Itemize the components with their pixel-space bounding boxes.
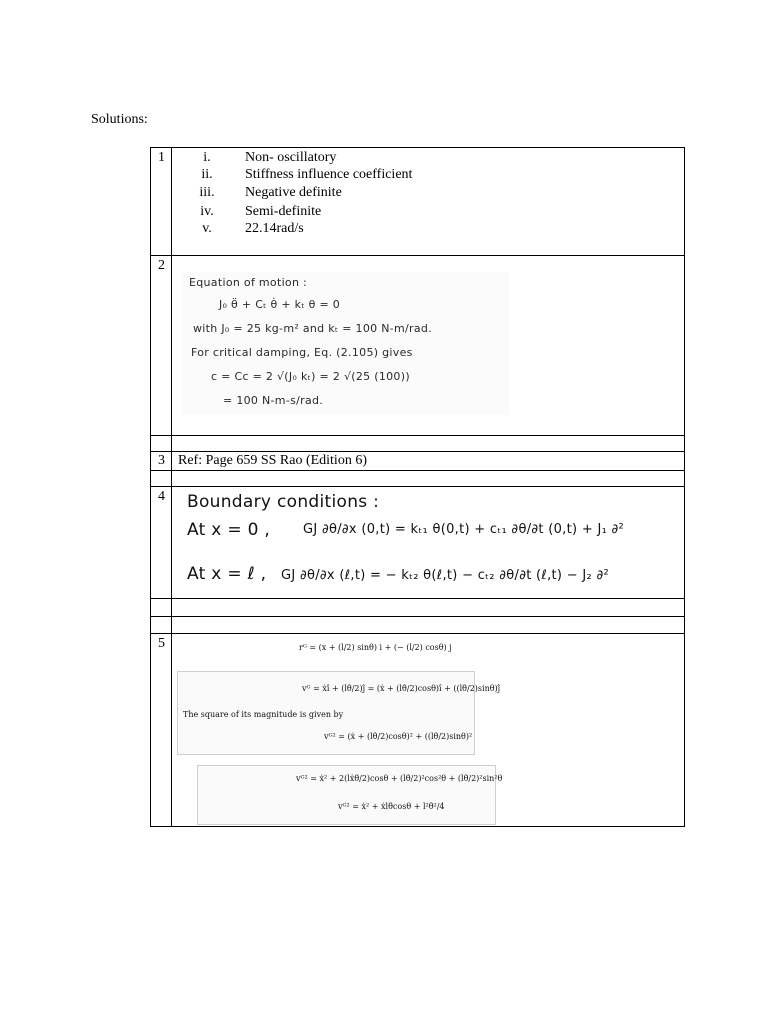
handwritten-equation: GJ ∂θ/∂x (ℓ,t) = − kₜ₂ θ(ℓ,t) − cₜ₂ ∂θ/∂t (ℓ,t) − J₂ ∂²	[281, 568, 609, 583]
explanation-text: The square of its magnitude is given by	[183, 710, 344, 719]
question-number: 3	[158, 453, 165, 468]
row-divider	[151, 255, 684, 256]
roman-numeral: iv.	[200, 204, 214, 219]
column-separator	[171, 148, 172, 826]
handwritten-label: At x = 0 ,	[187, 520, 271, 540]
handwritten-line: = 100 N-m-s/rad.	[223, 394, 324, 407]
question-number: 4	[158, 489, 165, 504]
answer-text: 22.14rad/s	[245, 221, 304, 236]
handwritten-solution-image	[183, 272, 509, 415]
equation: vᴳ² = ẋ² + ẋlθ̇cosθ + l²θ̇²/4	[338, 802, 445, 811]
question-number: 2	[158, 258, 165, 273]
handwritten-line: c = Cᴄ = 2 √(J₀ kₜ) = 2 √(25 (100))	[211, 370, 410, 383]
boundary-conditions-image	[181, 488, 686, 596]
row-divider	[151, 470, 684, 471]
roman-numeral: i.	[203, 150, 211, 165]
answer-text: Non- oscillatory	[245, 150, 337, 165]
row-divider	[151, 616, 684, 617]
handwritten-line: Equation of motion :	[189, 276, 308, 289]
roman-numeral: ii.	[201, 167, 213, 182]
row-divider	[151, 486, 684, 487]
handwritten-equation: GJ ∂θ/∂x (0,t) = kₜ₁ θ(0,t) + cₜ₁ ∂θ/∂t (0,t) + J₁ ∂²	[303, 522, 625, 537]
answer-text: Stiffness influence coefficient	[245, 167, 413, 182]
equation: vᴳ² = (ẋ + (lθ̇/2)cosθ)² + ((lθ̇/2)sinθ)²	[324, 732, 473, 741]
roman-numeral: v.	[202, 221, 212, 236]
handwritten-title: Boundary conditions :	[187, 492, 380, 512]
solutions-table	[150, 147, 685, 827]
row-divider	[151, 435, 684, 436]
question-number: 5	[158, 636, 165, 651]
equation: vᴳ = ẋî + (lθ̇/2)ĵ = (ẋ + (lθ̇/2)cosθ)î + ((lθ̇/2)sinθ)ĵ	[302, 684, 501, 693]
roman-numeral: iii.	[199, 185, 215, 200]
page-heading: Solutions:	[91, 112, 148, 127]
equation-image-frame	[197, 765, 503, 825]
answer-text: Semi-definite	[245, 204, 322, 219]
equation: vᴳ² = ẋ² + 2(lẋθ̇/2)cosθ + (lθ̇/2)²cos²θ + (lθ̇/2)²sin²θ	[296, 774, 503, 783]
handwritten-line: J₀ θ̈ + Cₜ θ̇ + kₜ θ = 0	[219, 298, 341, 311]
row-divider	[151, 598, 684, 599]
handwritten-line: For critical damping, Eq. (2.105) gives	[191, 346, 413, 359]
handwritten-label: At x = ℓ ,	[187, 564, 267, 584]
reference-text: Ref: Page 659 SS Rao (Edition 6)	[178, 453, 367, 468]
answer-text: Negative definite	[245, 185, 342, 200]
row-divider	[151, 451, 684, 452]
question-number: 1	[158, 150, 165, 165]
equation-image-frame	[177, 671, 501, 755]
equation: rᴳ = (x + (l/2) sinθ) i + (− (l/2) cosθ) j	[299, 643, 452, 652]
handwritten-line: with J₀ = 25 kg-m² and kₜ = 100 N-m/rad.	[193, 322, 433, 335]
row-divider	[151, 633, 684, 634]
